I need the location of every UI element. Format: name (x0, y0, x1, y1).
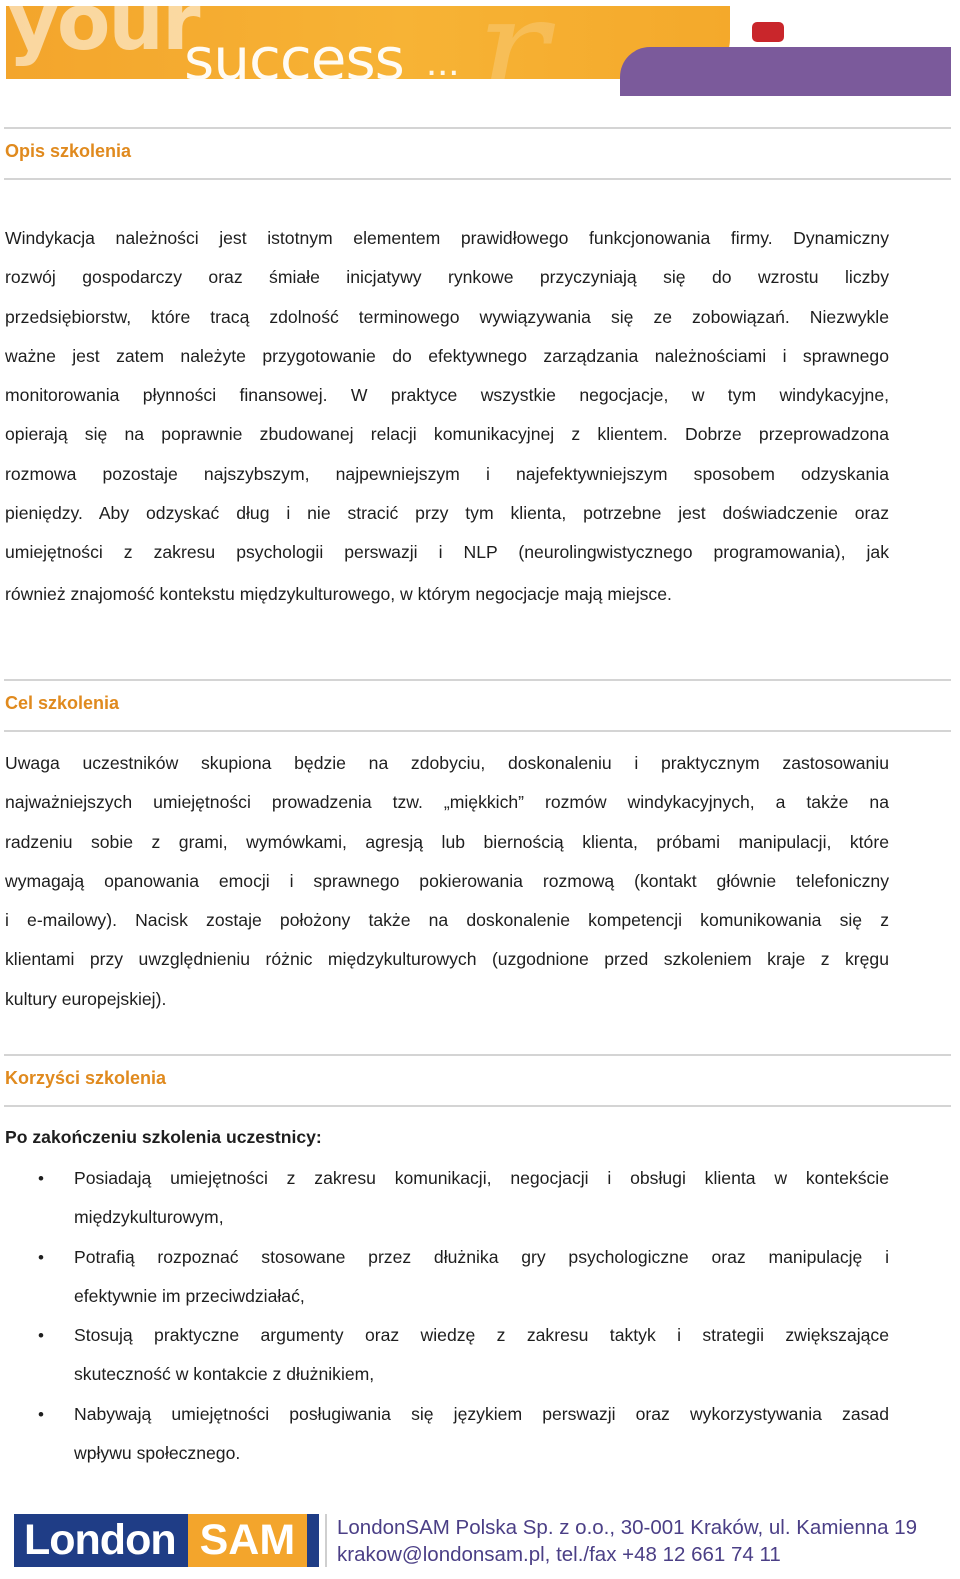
section-title-cel: Cel szkolenia (5, 693, 120, 713)
paragraph-opis (5, 219, 889, 614)
section-title-korzysci: Korzyści szkolenia (5, 1068, 167, 1088)
section-divider (4, 730, 951, 732)
paragraph-line: rozwój gospodarczy oraz śmiałe inicjatywy rynkowe przyczyniają się do wzrostu liczby (5, 267, 889, 288)
paragraph-line: ważne jest zatem należyte przygotowanie do efektywnego zarządzania należnościami i sprawnego (5, 345, 889, 366)
paragraph-line: klientami przy uwzględnieniu różnic międzykulturowych (uzgodnione przed szkoleniem kraje z kręgu (5, 949, 889, 970)
list-item (0, 1316, 889, 1395)
footer-email-phone: krakow@londonsam.pl, tel./fax +48 12 661 74 11 (337, 1543, 781, 1566)
footer-contact (337, 1514, 917, 1568)
list-item (0, 1395, 889, 1474)
list-item (0, 1159, 889, 1238)
paragraph-line: Uwaga uczestników skupiona będzie na zdobyciu, doskonaleniu i praktycznym zastosowaniu (5, 753, 889, 773)
list-item-line: wpływu społecznego. (74, 1443, 241, 1464)
paragraph-line: również znajomość kontekstu międzykulturowego, w którym negocjacje mają miejsce. (5, 583, 672, 604)
footer-address: LondonSAM Polska Sp. z o.o., 30-001 Kraków, ul. Kamienna 19 (337, 1516, 918, 1539)
paragraph-line: opierają się na poprawnie zbudowanej relacji komunikacyjnej z klientem. Dobrze przeprowadzona (5, 424, 889, 445)
footer-logo (14, 1514, 319, 1567)
paragraph-line: radzeniu sobie z grami, wymówkami, agresją lub biernością klienta, próbami manipulacji, które (5, 831, 889, 852)
banner-ellipsis: ... (426, 40, 460, 84)
list-item-line: • Stosują praktyczne argumenty oraz wiedzę z zakresu taktyk i strategii zwiększające (74, 1325, 889, 1346)
banner-decoration: r (476, 0, 548, 138)
paragraph-line: pieniędzy. Aby odzyskać dług i nie stracić przy tym klienta, potrzebne jest doświadczenie oraz (5, 503, 889, 524)
section-divider (4, 679, 951, 681)
header-purple-bar (620, 47, 951, 96)
banner-word-your: your (8, 0, 199, 68)
section-divider (4, 127, 951, 129)
benefits-intro: Po zakończeniu szkolenia uczestnicy: (5, 1127, 322, 1147)
paragraph-line: rozmowa pozostaje najszybszym, najpewniejszym i najefektywniejszym sposobem odzyskania (5, 463, 889, 484)
paragraph-line: najważniejszych umiejętności prowadzenia tzw. „miękkich” rozmów windykacyjnych, a także na (5, 792, 889, 813)
paragraph-line: wymagają opanowania emocji i sprawnego pokierowania rozmową (kontakt głównie telefoniczny (5, 870, 889, 891)
list-item-line: • Posiadają umiejętności z zakresu komunikacji, negocjacji i obsługi klienta w kontekście (74, 1168, 889, 1188)
list-item-line: • Potrafią rozpoznać stosowane przez dłużnika gry psychologiczne oraz manipulację i (74, 1246, 889, 1267)
footer-divider (325, 1514, 327, 1567)
paragraph-cel (5, 744, 889, 1019)
list-item-line: skuteczność w kontakcie z dłużnikiem, (74, 1364, 375, 1385)
list-item-line: efektywnie im przeciwdziałać, (74, 1285, 305, 1306)
footer-logo-sam: SAM (188, 1514, 308, 1567)
paragraph-line: i e-mailowy). Nacisk zostaje położony także na doskonalenie kompetencji komunikowania się z (5, 910, 889, 931)
paragraph-line: umiejętności z zakresu psychologii perswazji i NLP (neurolingwistycznego programowania), jak (5, 542, 889, 563)
list-item (0, 1238, 889, 1317)
header-red-marker (752, 22, 784, 42)
list-item-line: międzykulturowym, (74, 1207, 224, 1228)
section-divider (4, 1054, 951, 1056)
paragraph-line: Windykacja należności jest istotnym elementem prawidłowego funkcjonowania firmy. Dynamiczny (5, 228, 889, 248)
paragraph-line: kultury europejskiej). (5, 988, 167, 1009)
list-item-line: • Nabywają umiejętności posługiwania się językiem perswazji oraz wykorzystywania zasad (74, 1403, 889, 1424)
benefits-list (0, 1159, 889, 1473)
section-title-opis: Opis szkolenia (5, 141, 132, 161)
footer-logo-london: London (24, 1516, 176, 1564)
section-divider (4, 178, 951, 180)
banner-word-success: success (184, 25, 404, 93)
section-divider (4, 1105, 951, 1107)
paragraph-line: przedsiębiorstw, które tracą zdolność terminowego wywiązywania się ze zobowiązań. Niezwykle (5, 306, 889, 327)
paragraph-line: monitorowania płynności finansowej. W praktyce wszystkie negocjacje, w tym windykacyjne, (5, 385, 889, 406)
